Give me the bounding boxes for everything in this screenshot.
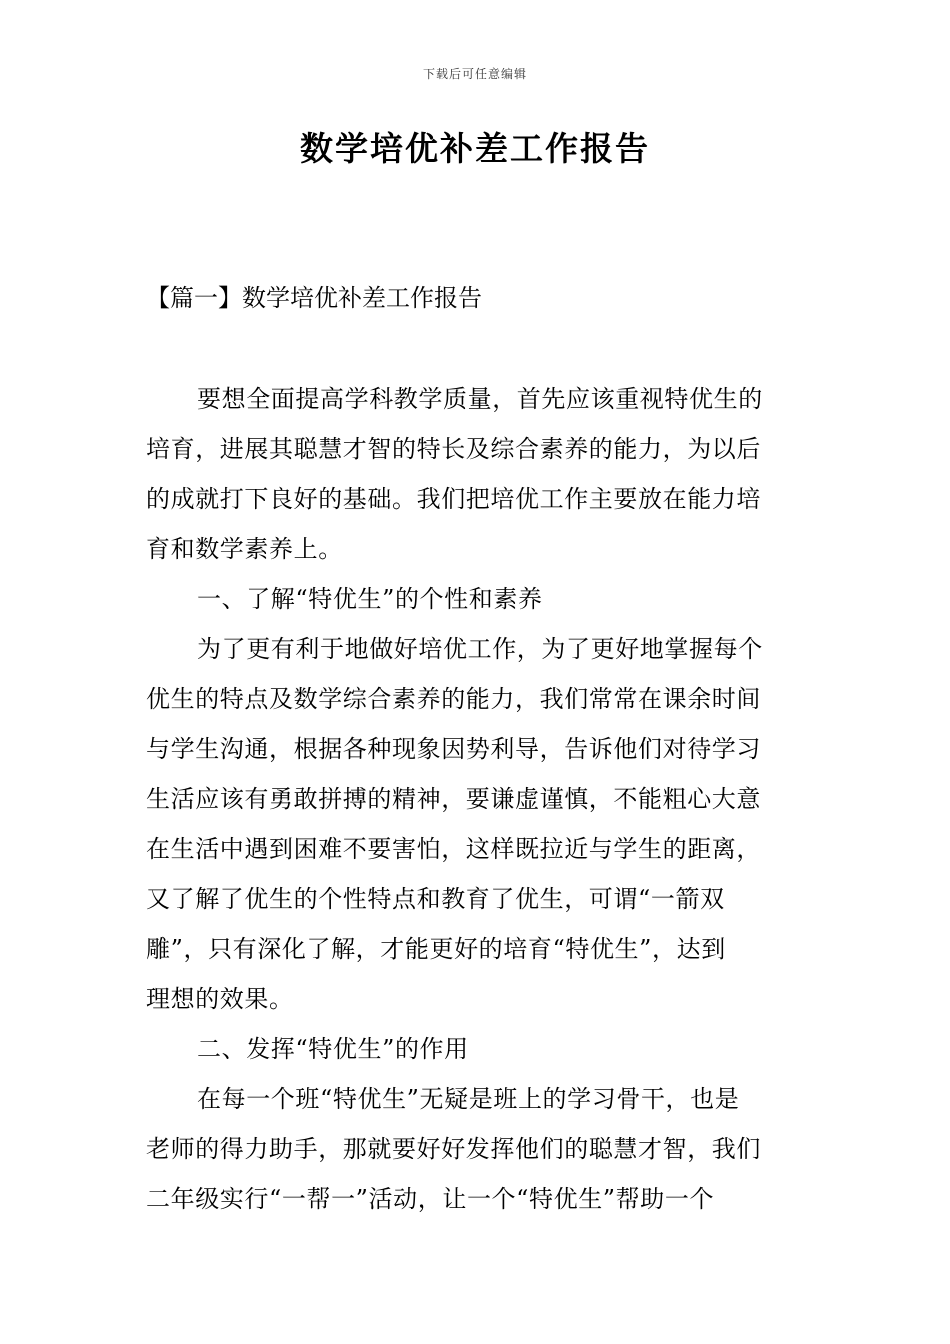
paragraph-line: 与学生沟通，根据各种现象因势利导，告诉他们对待学习: [146, 735, 761, 763]
paragraph-line: 在生活中遇到困难不要害怕，这样既拉近与学生的距离，: [146, 835, 761, 863]
paragraph-line: 在每一个班“特优生”无疑是班上的学习骨干，也是: [197, 1085, 740, 1113]
document-title: 数学培优补差工作报告: [300, 129, 650, 168]
paragraph-line: 二年级实行“一帮一”活动，让一个“特优生”帮助一个: [146, 1185, 715, 1213]
paragraph-line: 理想的效果。: [146, 985, 294, 1013]
paragraph-line: 优生的特点及数学综合素养的能力，我们常常在课余时间: [146, 685, 761, 713]
paragraph-line: 育和数学素养上。: [146, 535, 343, 563]
section-heading: 【篇一】数学培优补差工作报告: [146, 284, 482, 312]
paragraph-line: 又了解了优生的个性特点和教育了优生，可谓“一箭双: [146, 885, 725, 913]
paragraph-line: 雕”，只有深化了解，才能更好的培育“特优生”，达到: [146, 935, 726, 963]
subheading-line: 二、发挥“特优生”的作用: [197, 1035, 469, 1063]
paragraph-line: 生活应该有勇敢拼搏的精神，要谦虚谨慎，不能粗心大意: [146, 785, 761, 813]
paragraph-line: 要想全面提高学科教学质量，首先应该重视特优生的: [197, 385, 763, 413]
subheading-line: 一、了解“特优生”的个性和素养: [197, 585, 543, 613]
document-body: [146, 374, 810, 1224]
paragraph-line: 为了更有利于地做好培优工作，为了更好地掌握每个: [197, 635, 763, 663]
paragraph-line: 的成就打下良好的基础。我们把培优工作主要放在能力培: [146, 485, 761, 513]
header-note: 下载后可任意编辑: [422, 67, 527, 81]
paragraph-line: 培育，进展其聪慧才智的特长及综合素养的能力，为以后: [146, 435, 761, 463]
paragraph-line: 老师的得力助手，那就要好好发挥他们的聪慧才智，我们: [146, 1135, 761, 1163]
